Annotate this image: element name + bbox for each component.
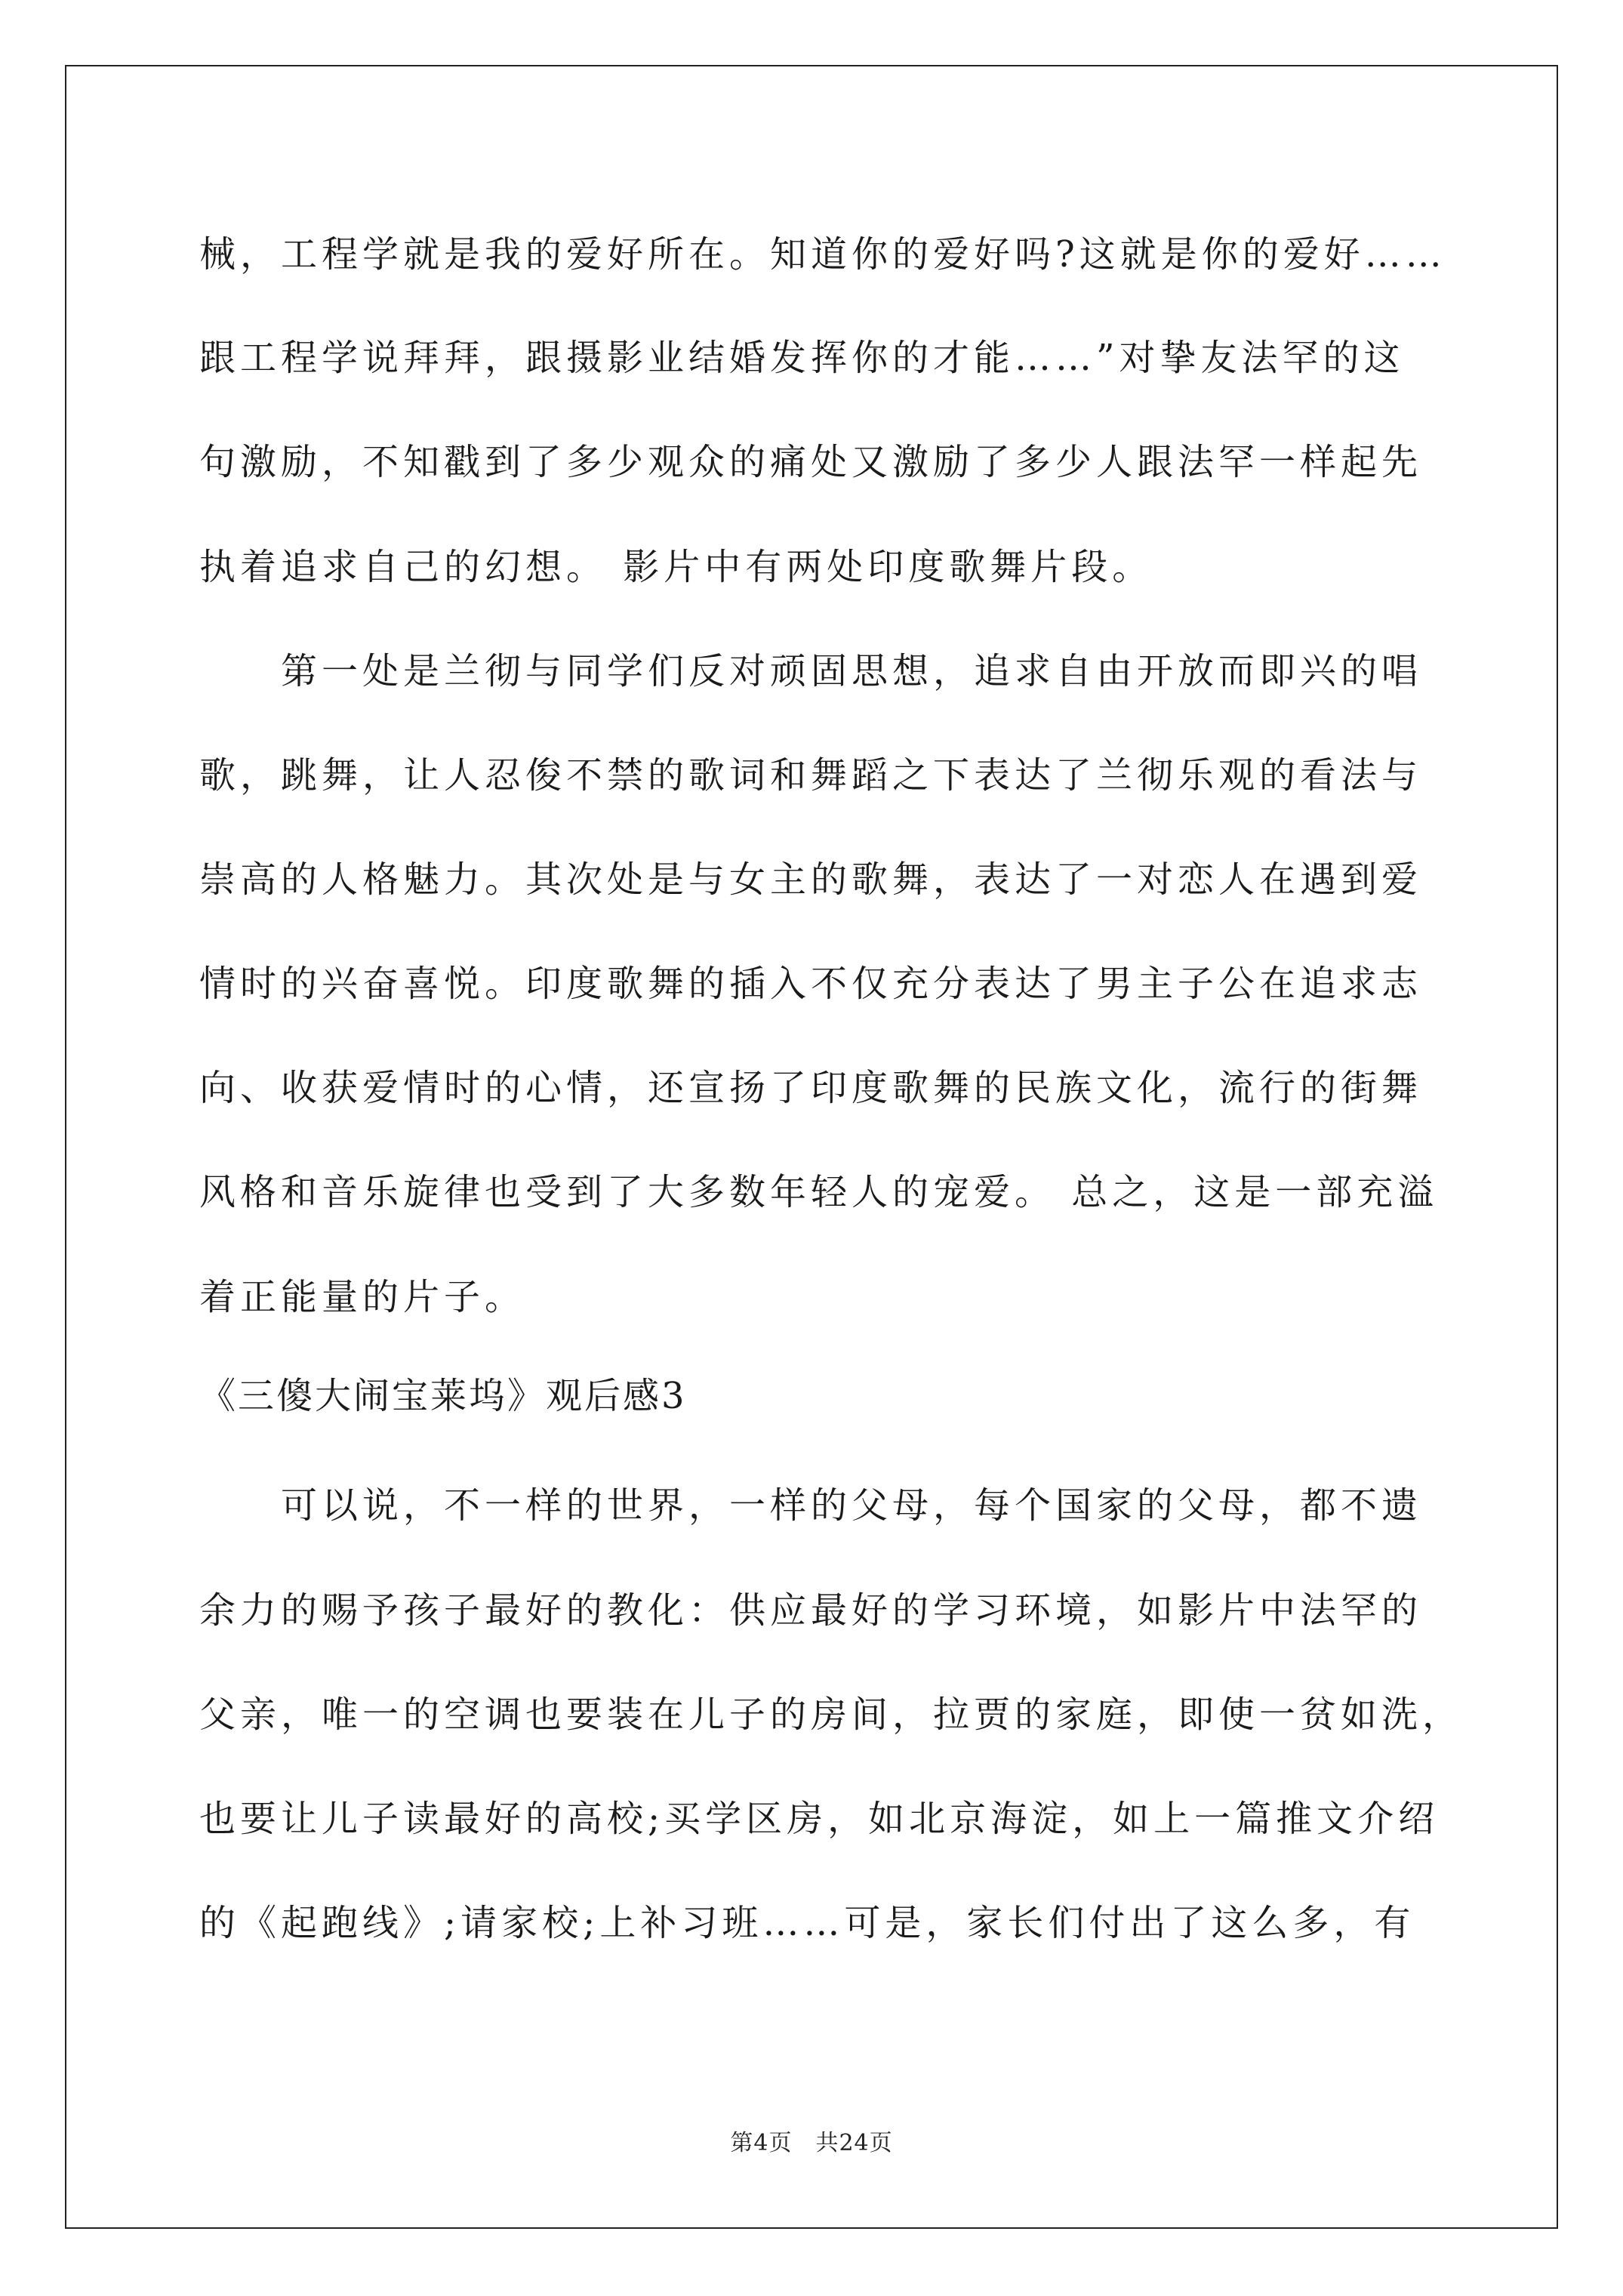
text-line: 械，工程学就是我的爱好所在。知道你的爱好吗?这就是你的爱好…… bbox=[199, 233, 1446, 276]
text-line: 风格和音乐旋律也受到了大多数年轻人的宠爱。 总之，这是一部充溢 bbox=[199, 1171, 1439, 1213]
text-line: 崇高的人格魅力。其次处是与女主的歌舞，表达了一对恋人在遇到爱 bbox=[199, 858, 1423, 901]
text-line: 执着追求自己的幻想。 影片中有两处印度歌舞片段。 bbox=[199, 546, 1153, 588]
text-line: 歌，跳舞，让人忍俊不禁的歌词和舞蹈之下表达了兰彻乐观的看法与 bbox=[199, 754, 1423, 797]
text-line: 也要让儿子读最好的高校;买学区房，如北京海淀，如上一篇推文介绍 bbox=[199, 1798, 1440, 1840]
paragraph-start-line: 可以说，不一样的世界，一样的父母，每个国家的父母，都不遗 bbox=[199, 1484, 1423, 1527]
text-line: 父亲，唯一的空调也要装在儿子的房间，拉贾的家庭，即使一贫如洗， bbox=[199, 1693, 1464, 1736]
text-line: 情时的兴奋喜悦。印度歌舞的插入不仅充分表达了男主子公在追求志 bbox=[199, 963, 1423, 1005]
text-line: 余力的赐予孩子最好的教化：供应最好的学习环境，如影片中法罕的 bbox=[199, 1589, 1423, 1632]
page-number: 第4页 共24页 bbox=[730, 2130, 893, 2156]
paragraph-start-line: 第一处是兰彻与同学们反对顽固思想，追求自由开放而即兴的唱 bbox=[199, 650, 1423, 692]
section-heading: 《三傻大闹宝莱坞》观后感3 bbox=[199, 1375, 687, 1417]
text-line: 着正能量的片子。 bbox=[199, 1276, 526, 1318]
text-line: 向、收获爱情时的心情，还宣扬了印度歌舞的民族文化，流行的街舞 bbox=[199, 1067, 1423, 1109]
text-line: 的《起跑线》;请家校;上补习班……可是，家长们付出了这么多，有 bbox=[199, 1902, 1415, 1944]
text-line: 跟工程学说拜拜，跟摄影业结婚发挥你的才能……”对挚友法罕的这 bbox=[199, 337, 1405, 379]
text-line: 句激励，不知戳到了多少观众的痛处又激励了多少人跟法罕一样起先 bbox=[199, 441, 1423, 483]
